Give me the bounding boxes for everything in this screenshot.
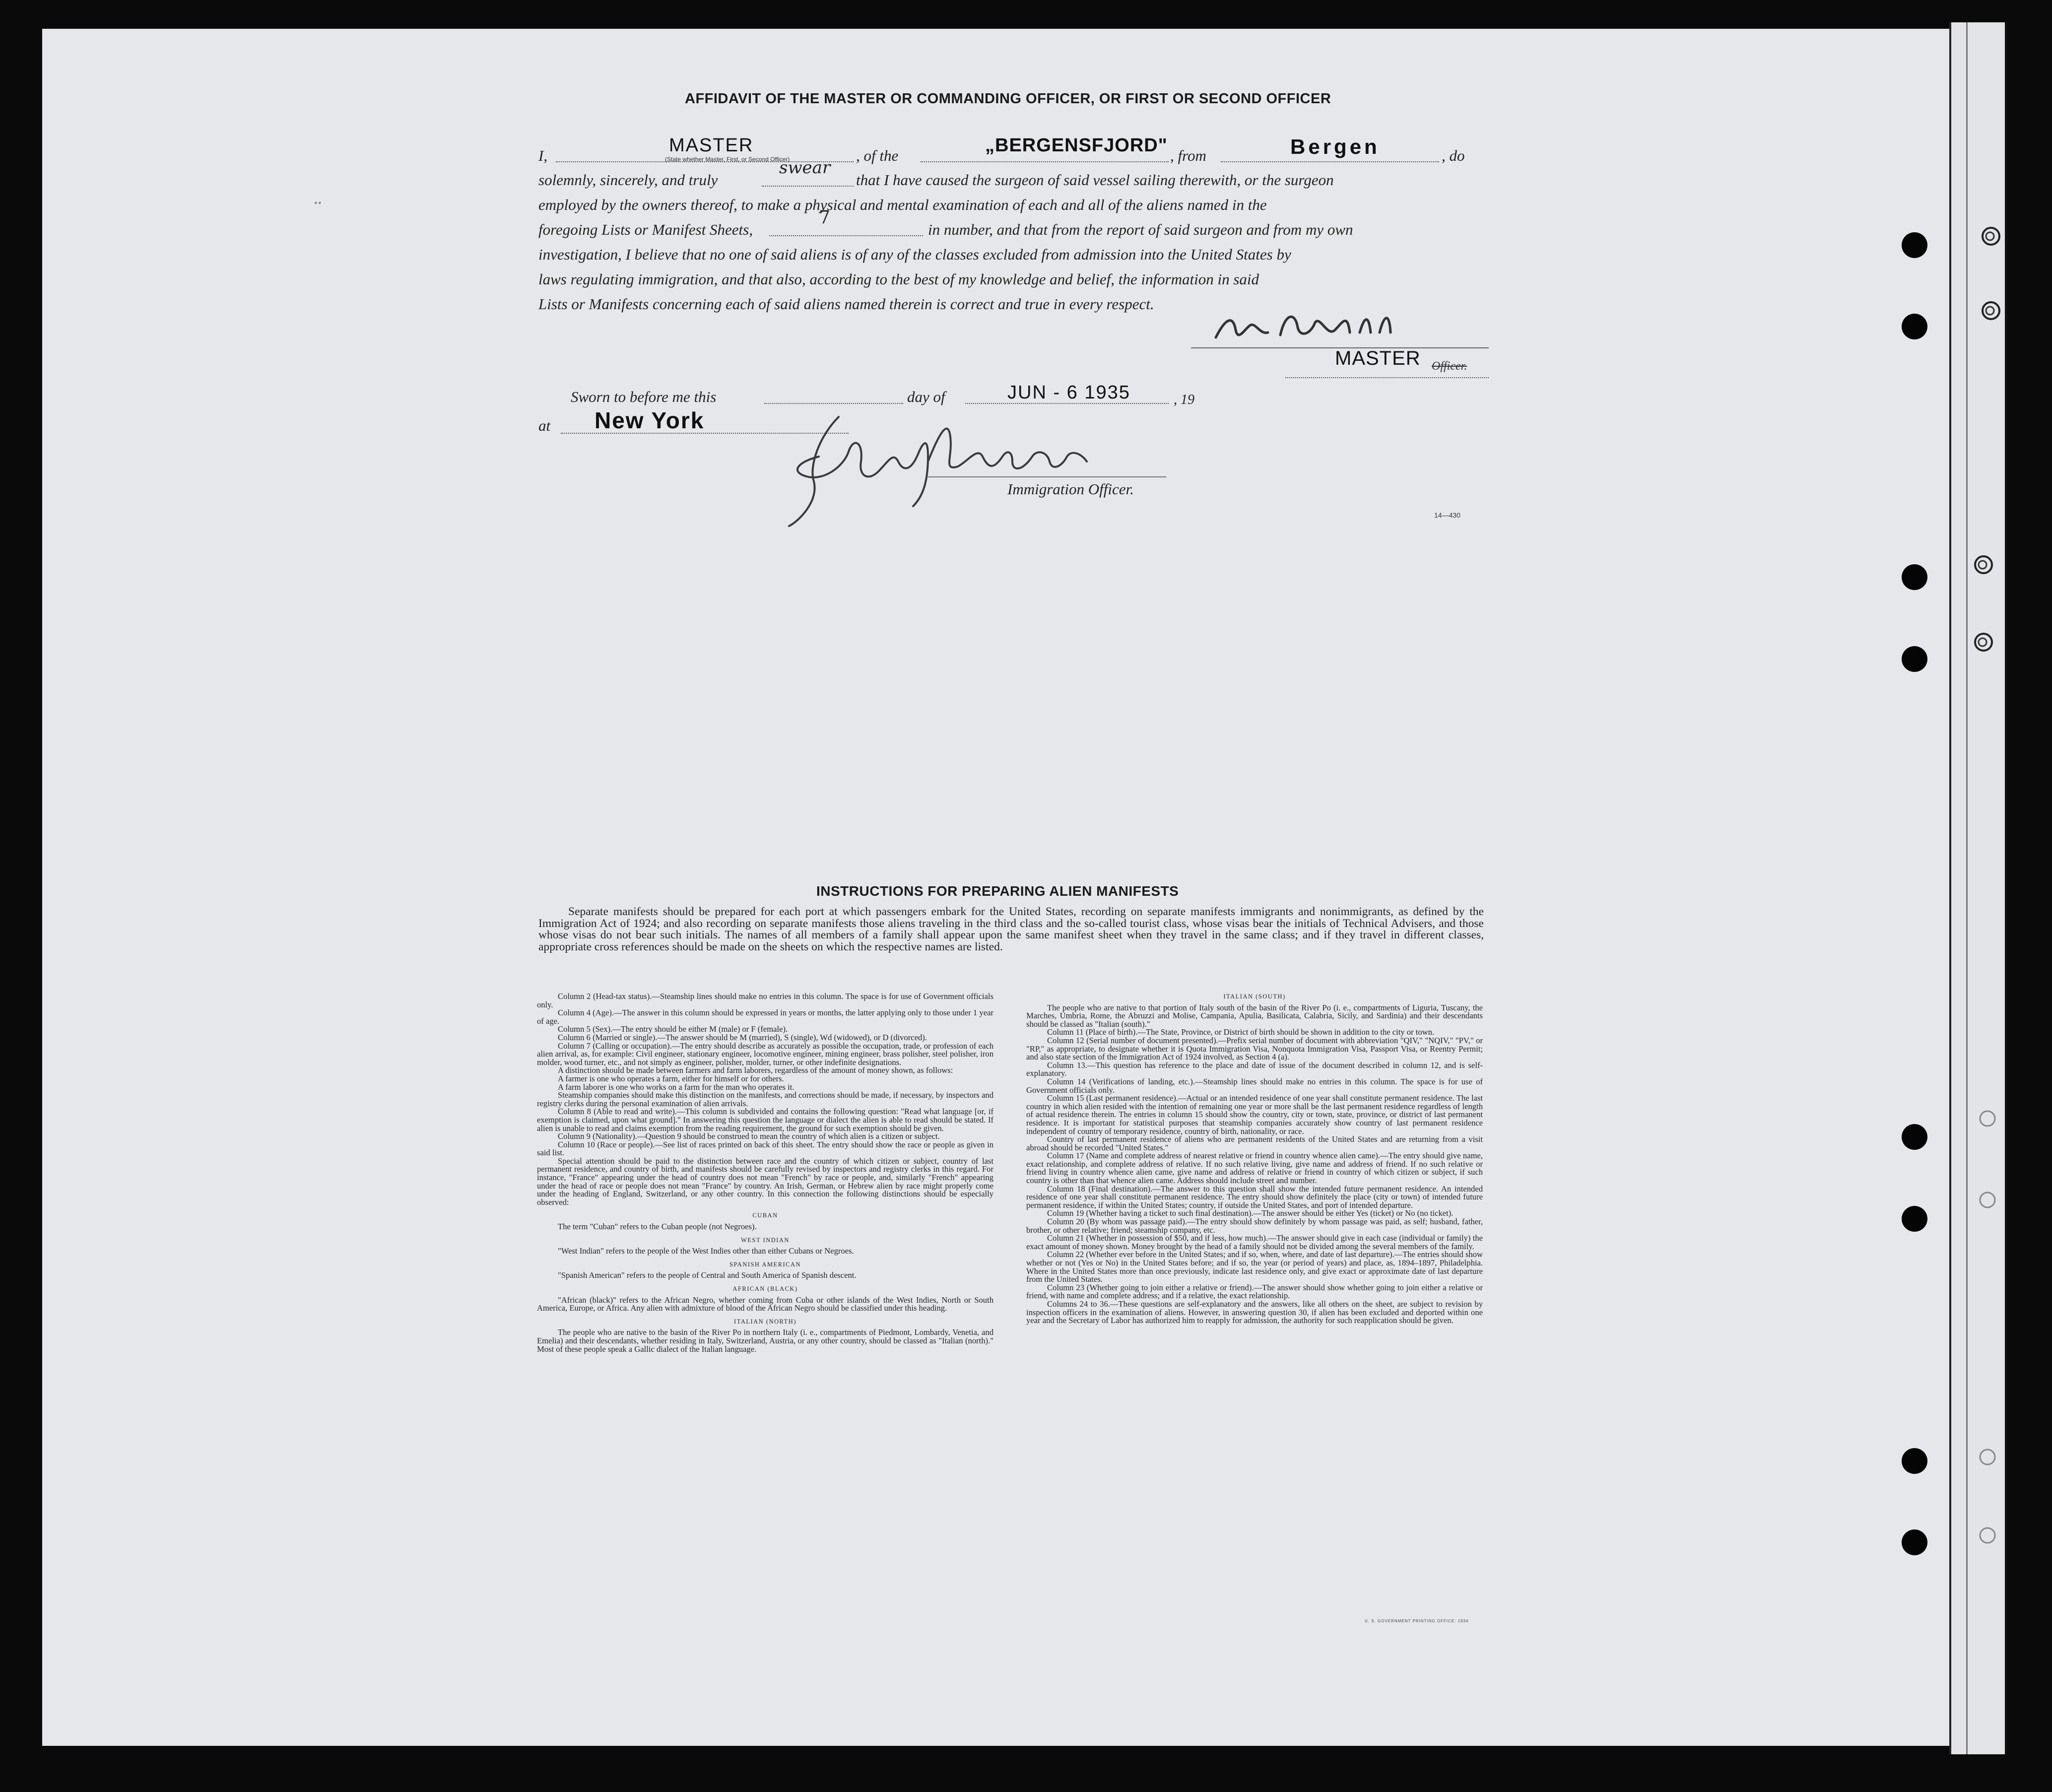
affidavit-line-2b: that I have caused the surgeon of said vessel sailing therewith, or the surgeon: [856, 171, 1334, 189]
day-of-label: day of: [907, 388, 945, 405]
instruction-paragraph: Column 23 (Whether going to join either a relative or friend).—The answer should show whether going to join either a relative or friend, with name and complete address; and if a relative, the exact relationship.: [1026, 1282, 1483, 1301]
signer-title: MASTER: [1335, 347, 1421, 369]
affidavit-line-3: employed by the owners thereof, to make a physical and mental examination of each and all of the aliens named in the: [538, 196, 1267, 213]
binder-ring-icon: [1977, 1444, 1998, 1470]
instruction-paragraph: Column 7 (Calling or occupation).—The entry should describe as accurately as possible the occupation, trade, or profession of each alien arrival, as, for example: Civil engineer, stationary engineer, locomotive engineer, mining engineer, brass polisher, steel polisher, iron molder, wood turner, etc., and not simply as engineer, polisher, molder, turner, or other indefinite designations.: [537, 1041, 993, 1067]
printer-imprint: U. S. GOVERNMENT PRINTING OFFICE: 1934: [1365, 1619, 1469, 1623]
instruction-paragraph: Column 17 (Name and complete address of nearest relative or friend in country whence alien came).—The entry should give name, exact relationship, and complete address of relative. If no such relative living, give name and address of friend. If no such relative or friend living in country whence alien came, give name and address of relative or friend in country of which citizen or subject, if such country is other than that whence alien came. Address should include street and number.: [1026, 1151, 1483, 1186]
instruction-paragraph: The term "Cuban" refers to the Cuban people (not Negroes).: [558, 1222, 757, 1232]
affidavit-line-4a: foregoing Lists or Manifest Sheets,: [538, 221, 753, 238]
instruction-paragraph: Column 11 (Place of birth).—The State, Province, or District of birth should be shown in addition to the city or town.: [1047, 1027, 1435, 1037]
binder-ring-icon: [1973, 552, 1994, 578]
instruction-paragraph: Column 8 (Able to read and write).—This column is subdivided and contains the following question: "Read what language [or, if exemption is claimed, upon what ground]." In answering this question the language or dialect the alien is able to read should be stated. If alien is unable to read and claims exemption from the reading requirement, the ground for such exemption should be given.: [537, 1107, 993, 1133]
do-label: , do: [1442, 147, 1465, 164]
instruction-paragraph: Column 18 (Final destination).—The answer to this question shall show the intended future permanent residence. An intended residence of one year shall constitute permanent residence. The entry should show definitely the place (city or town) of intended future permanent residence, if within the United States; country, if outside the United States, and port of intended departure.: [1026, 1184, 1483, 1210]
instruction-paragraph: Column 21 (Whether in possession of $50, and if less, how much).—The answer should give in each case (individual or family) the exact amount of money shown. Money brought by the head of a family should not be divided among the several members of the family.: [1026, 1233, 1483, 1251]
affidavit-line-4b: in number, and that from the report of said surgeon and from my own: [928, 221, 1353, 238]
punch-hole: [1902, 1448, 1927, 1474]
instruction-paragraph: Column 14 (Verifications of landing, etc.).—Steamship lines should make no entries in this column. The space is for use of Government officials only.: [1026, 1076, 1483, 1095]
place-field: New York: [595, 407, 705, 433]
affidavit-i-label: I,: [538, 147, 548, 164]
officer-struck-word: Officer.: [1432, 360, 1467, 373]
sworn-label: Sworn to before me this: [571, 388, 717, 405]
section-heading: ITALIAN (NORTH): [734, 1318, 796, 1325]
section-heading: WEST INDIAN: [741, 1236, 790, 1244]
binder-ring-icon: [1977, 1523, 1998, 1548]
instruction-paragraph: Column 5 (Sex).—The entry should be either M (male) or F (female).: [558, 1024, 788, 1034]
immigration-officer-label: Immigration Officer.: [1007, 480, 1134, 498]
instruction-paragraph: "African (black)" refers to the African Negro, whether coming from Cuba or other islands of the West Indies, North or South America, Europe, or Africa. Any alien with admixture of blood of the African Negro should be classified under this heading.: [537, 1295, 993, 1313]
section-heading: CUBAN: [752, 1212, 778, 1219]
binder-ring-icon: [1980, 298, 2002, 324]
affidavit-title: AFFIDAVIT OF THE MASTER OR COMMANDING OFFICER, OR FIRST OR SECOND OFFICER: [685, 91, 1331, 107]
affidavit-line-6: laws regulating immigration, and that also, according to the best of my knowledge and belief, the information in said: [538, 270, 1259, 288]
binder-ring-icon: [1977, 1187, 1998, 1213]
section-heading: ITALIAN (SOUTH): [1223, 993, 1286, 1000]
master-signature: [1211, 308, 1419, 347]
instructions-intro: Separate manifests should be prepared for each port at which passengers embark for the United States, recording on separate manifests immigrants and nonimmigrants, as defined by the Immigration Act of 1924; and also recording on separate manifests those aliens traveling in the third class and the so-called tourist class, whose visas bear the initials of Technical Advisers, and those whose visas do not bear such initials. The names of all members of a family shall appear upon the same manifest sheet when they travel in the same class; and if they travel in different classes, appropriate cross references should be made on the sheets on which the respective names are listed.: [538, 905, 1484, 953]
punch-hole: [1902, 314, 1927, 339]
instructions-left-column: [537, 993, 993, 1353]
instruction-paragraph: A farmer is one who operates a farm, either for himself or for others.: [558, 1073, 784, 1083]
instruction-paragraph: The people who are native to that portion of Italy south of the basin of the River Po (i. e., compartments of Liguria, Tuscany, the Marches, Umbria, Rome, the Abruzzi and Molise, Campania, Apulia, Basilicata, Calabria, Sicily, and Sardinia) and their descendants should be classed as "Italian (south).": [1026, 1002, 1483, 1029]
page-edge-line: [1966, 22, 1968, 1754]
instruction-paragraph: Special attention should be paid to the distinction between race and the country of which citizen or subject, country of last permanent residence, and country of birth, and manifests should be carefully revised by inspectors and registry clerks in this regard. For instance, "France" appearing under the head of country does not mean "French" by race or people, and, similarly "French" appearing under the head of race or people does not mean "France" by country. An Irish, German, or Hebrew alien by race might properly come under the heading of England, Switzerland, or any other country. In this connection the following distinctions should be especially observed:: [537, 1156, 993, 1207]
sheet-count-field: 7: [819, 207, 830, 228]
immigration-officer-signature: [779, 407, 1136, 531]
instruction-paragraph: Column 12 (Serial number of document presented).—Prefix serial number of document with abbreviation "QIV," "NQIV," "PV," or "RP," as appropriate, to designate whether it is Quota Immigration Visa, Nonquota Immigration Visa, Passport Visa, or Reentry Permit; and also state section of the Immigration Act of 1924 involved, as Section 4 (a).: [1026, 1035, 1483, 1062]
binder-ring-icon: [1973, 629, 1994, 655]
officer-rank-hint: (State whether Master, First, or Second Officer): [665, 156, 790, 163]
binder-ring-icon: [1980, 223, 2002, 249]
page-edge-line: [2005, 22, 2007, 1754]
instruction-paragraph: Column 13.—This question has reference to the place and date of issue of the document described in column 12, and is self-explanatory.: [1026, 1060, 1483, 1078]
field-underline: [762, 186, 854, 187]
field-underline: [769, 235, 923, 236]
instruction-paragraph: Column 15 (Last permanent residence).—Actual or an intended residence of one year shall constitute permanent residence. The last country in which alien resided with the intention of remaining one year or more shall be the last permanent residence regardless of length of actual residence therein. The entries in column 15 should show the country, city or town, state, province, or district of last permanent residence. It is important for statistical purposes that steamship companies accurately show country of last permanent residence independent of country of temporary residence, country of birth, nationality, or race.: [1026, 1093, 1483, 1136]
field-underline: [1221, 161, 1439, 162]
punch-hole: [1902, 1206, 1927, 1232]
instruction-paragraph: Column 6 (Married or single).—The answer should be M (married), S (single), Wd (widowed), or D (divorced).: [558, 1032, 927, 1042]
instruction-paragraph: "West Indian" refers to the people of the West Indies other than either Cubans or Negroes.: [558, 1246, 854, 1256]
from-label: , from: [1170, 147, 1206, 164]
affidavit-line-5: investigation, I believe that no one of said aliens is of any of the classes excluded from admission into the United States by: [538, 246, 1291, 263]
officer-rank-field: MASTER: [669, 135, 754, 156]
instruction-paragraph: A distinction should be made between farmers and farm laborers, regardless of the amount of money shown, as follows:: [558, 1065, 953, 1075]
departure-port-field: Bergen: [1290, 135, 1380, 158]
field-underline: [921, 161, 1169, 162]
instruction-paragraph: Country of last permanent residence of aliens who are permanent residents of the United States and are returning from a visit abroad should be recorded "United States.": [1026, 1134, 1483, 1152]
punch-hole: [1902, 232, 1927, 258]
section-heading: SPANISH AMERICAN: [729, 1261, 801, 1268]
field-underline: [764, 403, 903, 404]
punch-hole: [1902, 646, 1927, 672]
instruction-paragraph: Column 22 (Whether ever before in the United States; and if so, when, where, and date of last departure).—The entries should show whether or not (Yes or No) in the United States before; and if so, the year (or period of years) and place, as, 1894–1897, Philadelphia. Where in the United States more than once previously, indicate last residence only, and give exact or approximate date of last departure from the United States.: [1026, 1250, 1483, 1284]
punch-hole: [1902, 564, 1927, 590]
instruction-paragraph: Column 2 (Head-tax status).—Steamship lines should make no entries in this column. The space is for use of Government officials only.: [537, 992, 993, 1009]
punch-hole: [1902, 1124, 1927, 1150]
instruction-paragraph: Columns 24 to 36.—These questions are self-explanatory and the answers, like all others on the sheet, are subject to revision by inspection officers in the examination of aliens. However, in answering question 30, if alien has been excluded and deported within one year and the Secretary of Labor has authorized him to reapply for admission, the authority for such reapplication should be given.: [1026, 1299, 1483, 1326]
instruction-paragraph: Column 10 (Race or people).—See list of races printed on back of this sheet. The entry should show the race or people as given in said list.: [537, 1139, 993, 1158]
instruction-paragraph: The people who are native to the basin of the River Po in northern Italy (i. e., compartments of Piedmont, Lombardy, Venetia, and Emelia) and their descendants, whether residing in Italy, Switzerland, Austria, or any other country, should be classed as "Italian (north)." Most of these people speak a Gallic dialect of the Italian language.: [537, 1327, 993, 1354]
affidavit-line-7: Lists or Manifests concerning each of said aliens named therein is correct and true in every respect.: [538, 295, 1154, 313]
form-number: 14—430: [1434, 511, 1460, 519]
instruction-paragraph: "Spanish American" refers to the people of Central and South America of Spanish descent.: [558, 1270, 857, 1280]
oath-type-field: swear: [779, 158, 831, 178]
date-stamp: JUN - 6 1935: [1007, 382, 1130, 403]
ship-name-field: „BERGENSFJORD": [985, 135, 1168, 156]
instruction-paragraph: A farm laborer is one who works on a farm for the man who operates it.: [558, 1082, 794, 1092]
instruction-paragraph: Column 4 (Age).—The answer in this column should be expressed in years or months, the latter applying only to those under 1 year of age.: [537, 1008, 993, 1026]
instructions-title: INSTRUCTIONS FOR PREPARING ALIEN MANIFESTS: [816, 883, 1179, 899]
signature-underline: [928, 476, 1166, 477]
binder-ring-icon: [1977, 1106, 1998, 1131]
instruction-paragraph: Column 20 (By whom was passage paid).—The entry should show definitely by whom passage was paid, as self; husband, father, brother, or other relative; friend; steamship company, etc.: [1026, 1217, 1483, 1235]
of-the-label: , of the: [856, 147, 899, 164]
punch-hole: [1902, 1529, 1927, 1555]
at-label: at: [538, 417, 551, 434]
instruction-paragraph: Steamship companies should make this distinction on the manifests, and corrections should be made, if necessary, by inspectors and registry clerks during the personal examination of alien arrivals.: [537, 1090, 993, 1108]
instructions-right-column: [1026, 993, 1483, 1325]
section-heading: AFRICAN (BLACK): [732, 1285, 798, 1292]
page-edge-strip: [1950, 22, 2005, 1754]
page-edge-line: [1949, 22, 1951, 1754]
year-label: , 19: [1174, 392, 1194, 407]
title-underline: [1285, 377, 1489, 378]
stray-mark: ꞏꞏ: [313, 196, 321, 210]
affidavit-line-2a: solemnly, sincerely, and truly: [538, 171, 718, 189]
instruction-paragraph: Column 9 (Nationality).—Question 9 should be construed to mean the country of which alien is a citizen or subject.: [558, 1131, 940, 1141]
instruction-paragraph: Column 19 (Whether having a ticket to such final destination).—The answer should be either Yes (ticket) or No (no ticket).: [1047, 1208, 1454, 1218]
